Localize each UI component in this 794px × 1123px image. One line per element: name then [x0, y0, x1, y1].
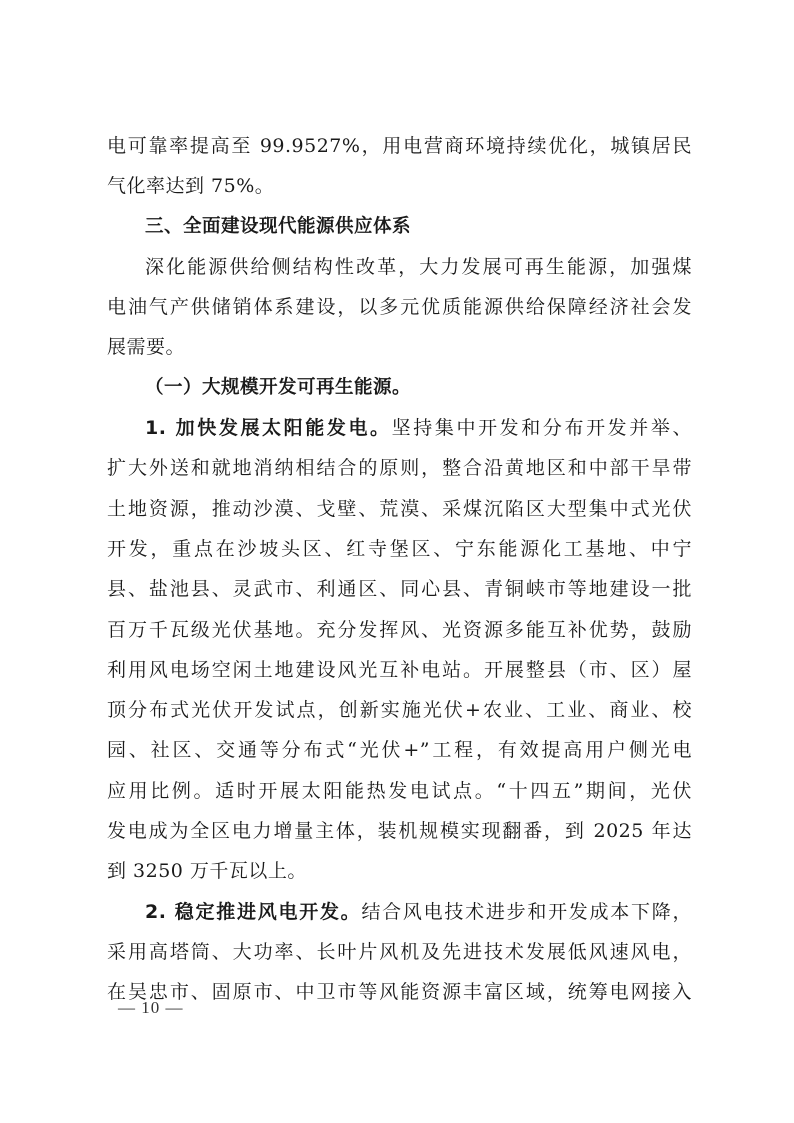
paragraph-line: 深化能源供给侧结构性改革，大力发展可再生能源，加强煤: [145, 255, 692, 278]
paragraph-line: 电油气产供储销体系建设，以多元优质能源供给保障经济社会发: [107, 296, 692, 319]
paragraph-line: 利用风电场空闲土地建设风光互补电站。开展整县（市、区）屋: [107, 658, 692, 681]
item-lead: 2. 稳定推进风电开发。: [145, 900, 362, 923]
paragraph-line: 到 3250 万千瓦以上。: [107, 860, 307, 883]
paragraph-line: 气化率达到 75%。: [107, 175, 275, 198]
paragraph-line: 采用高塔筒、大功率、长叶片风机及先进技术发展低风速风电，: [107, 940, 692, 963]
item-text: 坚持集中开发和分布开发并举、: [391, 417, 692, 440]
paragraph-line: 扩大外送和就地消纳相结合的原则，整合沿黄地区和中部干旱带: [107, 457, 692, 480]
page-number: — 10 —: [118, 998, 184, 1017]
item-lead: 1. 加快发展太阳能发电。: [145, 417, 392, 440]
paragraph-line: 百万千瓦级光伏基地。充分发挥风、光资源多能互补优势，鼓励: [107, 618, 692, 641]
paragraph-line: 在吴忠市、固原市、中卫市等风能资源丰富区域，统筹电网接入: [107, 981, 692, 1004]
paragraph-line: 土地资源，推动沙漠、戈壁、荒漠、采煤沉陷区大型集中式光伏: [107, 497, 692, 520]
paragraph-line: [107, 408, 692, 448]
item-text: 结合风电技术进步和开发成本下降，: [361, 900, 692, 923]
paragraph-line: [107, 892, 692, 932]
paragraph-line: 电可靠率提高至 99.9527%，用电营商环境持续优化，城镇居民: [107, 135, 692, 157]
paragraph-line: 应用比例。适时开展太阳能热发电试点。“十四五”期间，光伏: [107, 779, 692, 802]
paragraph-line: 发电成为全区电力增量主体，装机规模实现翻番，到 2025 年达: [107, 820, 692, 843]
paragraph-line: 顶分布式光伏开发试点，创新实施光伏+农业、工业、商业、校: [107, 699, 692, 722]
paragraph-line: 园、社区、交通等分布式“光伏+”工程，有效提高用户侧光电: [107, 739, 692, 762]
paragraph-line: 县、盐池县、灵武市、利通区、同心县、青铜峡市等地建设一批: [107, 578, 692, 601]
section-heading: 三、全面建设现代能源供应体系: [145, 215, 412, 237]
subsection-heading: （一）大规模开发可再生能源。: [145, 376, 412, 398]
paragraph-line: 展需要。: [107, 336, 186, 359]
paragraph-line: 开发，重点在沙坡头区、红寺堡区、宁东能源化工基地、中宁: [107, 537, 692, 560]
document-body: [107, 126, 692, 1013]
